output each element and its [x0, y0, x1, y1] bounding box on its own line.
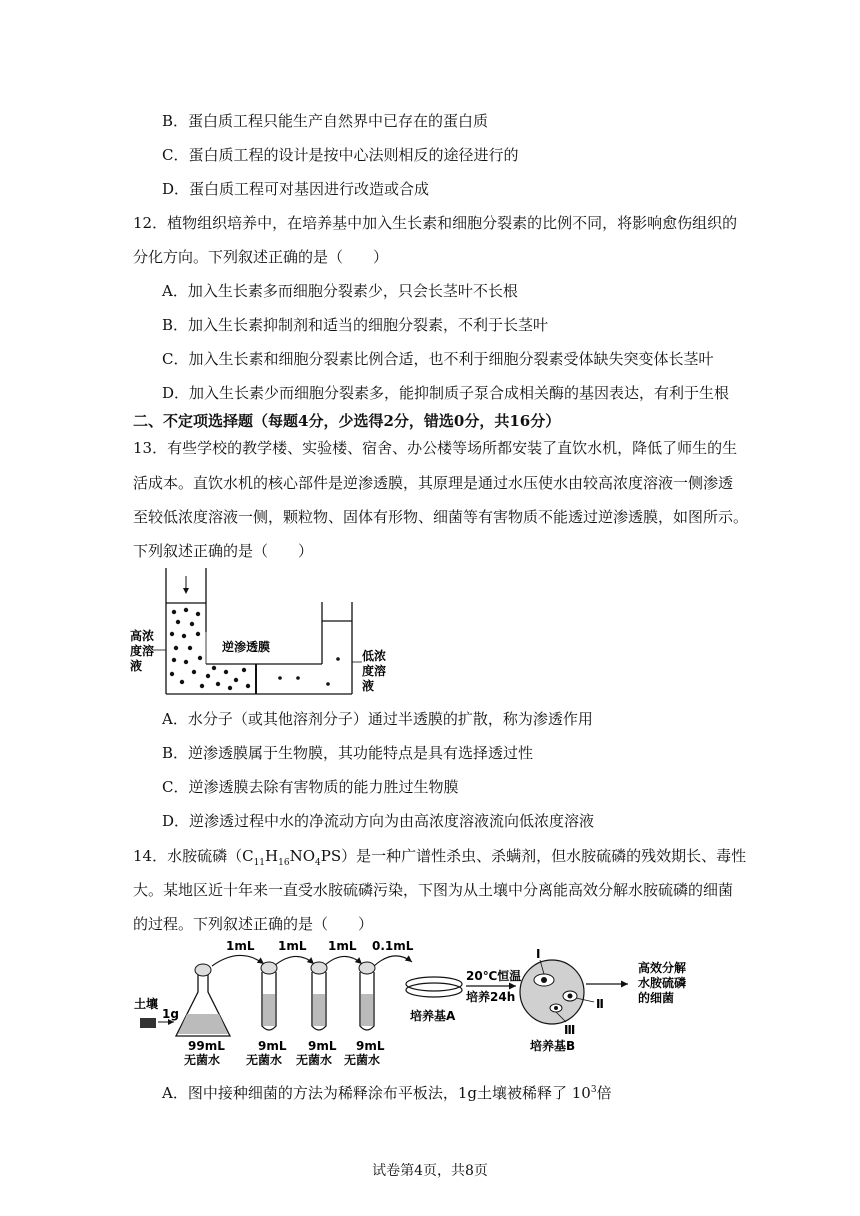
medium-a-label: 培养基A	[410, 1009, 456, 1023]
culture-temp-label: 20℃恒温	[466, 969, 522, 983]
tube2-volume: 9mL	[308, 1039, 337, 1053]
transfer-label-1: 1mL	[226, 939, 255, 953]
q13-stem-line2: 活成本。直饮水机的核心部件是逆渗透膜，其原理是通过水压使水由较高浓度溶液一侧渗透	[133, 474, 734, 492]
page-footer: 试卷第4页，共8页	[372, 1163, 488, 1179]
q14-stem-line1: 14．水胺硫磷$(C_{11}H_{16}NO_4PS)$是一种广谱性杀虫、杀螨剂，但水胺硫磷的残效期长、毒性	[133, 847, 747, 868]
solute-particle	[188, 646, 192, 650]
flask-volume-label: 99mL	[188, 1039, 225, 1053]
solute-particle	[170, 632, 174, 636]
transfer-label-2: 1mL	[278, 939, 307, 953]
q13-option-c: C．逆渗透膜去除有害物质的能力胜过生物膜	[162, 778, 459, 796]
solute-particle	[212, 666, 216, 670]
soil-mass-label: 1g	[162, 1007, 179, 1021]
q14-stem-line2: 大。某地区近十年来一直受水胺硫磷污染，下图为从土壤中分离能高效分解水胺硫磷的细菌	[133, 881, 734, 899]
solute-particle	[200, 684, 204, 688]
q13-option-d: D．逆渗透过程中水的净流动方向为由高浓度溶液流向低浓度溶液	[162, 812, 595, 830]
colony-i-label: Ⅰ	[536, 947, 541, 961]
transfer-label-3: 1mL	[328, 939, 357, 953]
solute-particle	[184, 608, 188, 612]
q12-option-b: B．加入生长素抑制剂和适当的细胞分裂素，不利于长茎叶	[162, 316, 549, 334]
solute-particle	[174, 646, 178, 650]
high-conc-label-3: 液	[130, 659, 143, 673]
tube3-volume: 9mL	[356, 1039, 385, 1053]
q13-option-b: B．逆渗透膜属于生物膜，其功能特点是具有选择透过性	[162, 744, 534, 762]
q13-option-a: A．水分子（或其他溶剂分子）通过半透膜的扩散，称为渗透作用	[162, 710, 593, 728]
petri-dish-a-icon	[406, 977, 462, 997]
solute-particle	[182, 634, 186, 638]
q12-option-c: C．加入生长素和细胞分裂素比例合适，也不利于细胞分裂素受体缺失突变体长茎叶	[162, 350, 714, 368]
low-conc-label-3: 液	[362, 679, 375, 693]
tube1-water: 无菌水	[246, 1053, 283, 1066]
transfer-label-4: 0.1mL	[372, 939, 414, 953]
result-label-3: 的细菌	[638, 991, 675, 1005]
solute-particle	[170, 672, 174, 676]
high-conc-label-1: 高浓	[130, 629, 155, 643]
result-label-1: 高效分解	[638, 961, 687, 975]
low-conc-label-1: 低浓	[362, 649, 387, 663]
high-conc-label-2: 度溶	[130, 644, 155, 658]
flask-icon	[176, 964, 230, 1036]
test-tube-icon	[311, 962, 327, 1030]
result-label-2: 水胺硫磷	[638, 976, 687, 990]
q14-stem-line3: 的过程。下列叙述正确的是（ ）	[133, 915, 374, 933]
solute-particle	[198, 656, 202, 660]
q11-option-c: C．蛋白质工程的设计是按中心法则相反的途径进行的	[162, 146, 519, 164]
tube1-volume: 9mL	[258, 1039, 287, 1053]
test-tube-icon	[359, 962, 375, 1030]
culture-time-label: 培养24h	[466, 990, 516, 1004]
tube3-water: 无菌水	[344, 1053, 381, 1066]
solute-particle	[224, 670, 228, 674]
q12-option-a: A．加入生长素多而细胞分裂素少，只会长茎叶不长根	[162, 282, 518, 300]
bacteria-isolation-diagram	[130, 938, 720, 1066]
solute-particle	[206, 674, 210, 678]
solute-particle	[228, 686, 232, 690]
solute-particle	[176, 620, 180, 624]
flask-water-label: 无菌水	[184, 1053, 221, 1066]
solute-particle	[196, 612, 200, 616]
membrane-label: 逆渗透膜	[222, 640, 271, 654]
q13-stem-line1: 13．有些学校的教学楼、实验楼、宿舍、办公楼等场所都安装了直饮水机，降低了师生的生	[133, 439, 738, 457]
q12-option-d: D．加入生长素少而细胞分裂素多，能抑制质子泵合成相关酶的基因表达，有利于生根	[162, 384, 730, 402]
petri-dish-b-icon	[520, 960, 584, 1024]
tube2-water: 无菌水	[296, 1053, 333, 1066]
solute-particle	[192, 670, 196, 674]
soil-label: 土壤	[134, 997, 159, 1011]
colony-ii-label: Ⅱ	[596, 997, 604, 1011]
solute-particle	[216, 682, 220, 686]
solute-particle	[172, 658, 176, 662]
medium-b-label: 培养基B	[530, 1039, 576, 1053]
colony-iii-label: Ⅲ	[564, 1023, 576, 1037]
solute-particle	[246, 684, 250, 688]
solute-particle	[190, 622, 194, 626]
solute-particle	[234, 678, 238, 682]
solute-particle	[242, 668, 246, 672]
solute-particle	[172, 610, 176, 614]
q13-stem-line4: 下列叙述正确的是（ ）	[133, 542, 314, 560]
solute-particle	[180, 680, 184, 684]
q14-option-a: A．图中接种细菌的方法为稀释涂布平板法，1g土壤被稀释了 $10^3$倍	[162, 1084, 612, 1102]
q11-option-d: D．蛋白质工程可对基因进行改造或合成	[162, 180, 430, 198]
solute-particle	[184, 660, 188, 664]
solute-particle	[196, 632, 200, 636]
section-heading: 二、不定项选择题（每题4分，少选得2分，错选0分，共16分）	[133, 412, 561, 430]
soil-sample-icon	[140, 1018, 156, 1028]
q12-stem-line2: 分化方向。下列叙述正确的是（ ）	[133, 248, 389, 266]
q12-stem-line1: 12．植物组织培养中，在培养基中加入生长素和细胞分裂素的比例不同，将影响愈伤组织的	[133, 214, 738, 232]
q11-option-b: B．蛋白质工程只能生产自然界中已存在的蛋白质	[162, 112, 489, 130]
q13-stem-line3: 至较低浓度溶液一侧，颗粒物、固体有形物、细菌等有害物质不能透过逆渗透膜，如图所示。	[133, 508, 749, 526]
low-conc-label-2: 度溶	[362, 664, 387, 678]
test-tube-icon	[261, 962, 277, 1030]
reverse-osmosis-diagram	[128, 566, 398, 698]
